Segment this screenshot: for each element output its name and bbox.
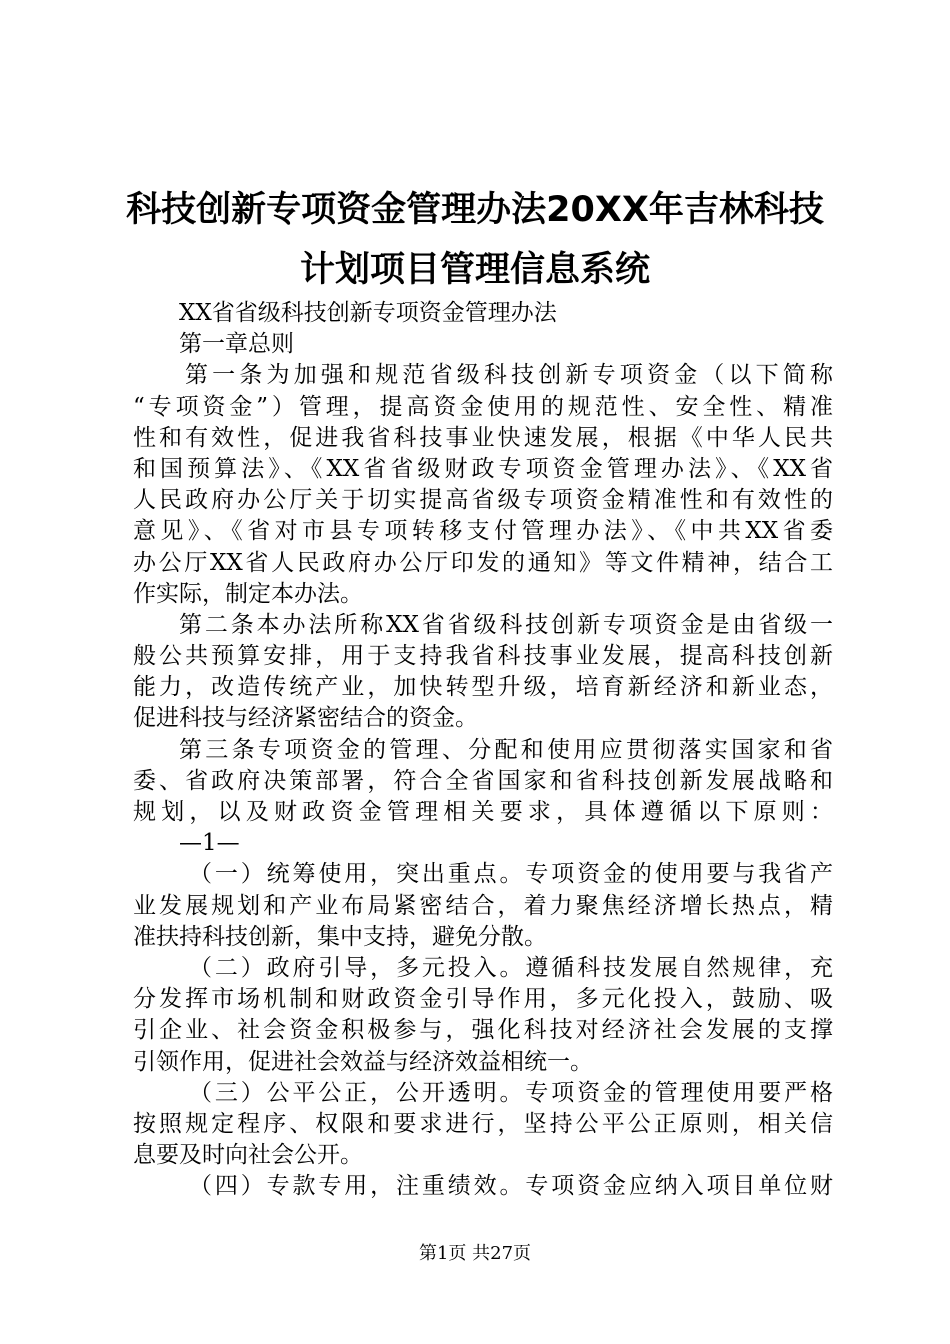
body-line: 人民政府办公厅关于切实提高省级专项资金精准性和有效性的 [133,487,833,514]
body-line: 引企业、社会资金积极参与，强化科技对经济社会发展的支撑 [133,1017,833,1044]
body-line: （一）统筹使用，突出重点。专项资金的使用要与我省产 [189,861,833,888]
document-title-line-2: 计划项目管理信息系统 [299,250,650,290]
body-line: 业发展规划和产业布局紧密结合，着力聚焦经济增长热点，精 [133,892,833,919]
page-footer: 第1页 共27页 [418,1243,532,1264]
body-line: 办公厅XX省人民政府办公厅印发的通知》等文件精神，结合工 [133,549,833,576]
body-line: “专项资金”）管理，提高资金使用的规范性、安全性、精准 [133,393,833,420]
document-title-line-1: 科技创新专项资金管理办法20XX年吉林科技 [126,190,824,230]
body-line: 第一条为加强和规范省级科技创新专项资金（以下简称 [185,362,833,389]
body-line: 促进科技与经济紧密结合的资金。 [133,705,478,732]
body-line: 性和有效性，促进我省科技事业快速发展，根据《中华人民共 [133,424,833,451]
body-line: 准扶持科技创新，集中支持，避免分散。 [133,923,547,950]
body-line: 般公共预算安排，用于支持我省科技事业发展，提高科技创新 [133,643,833,670]
body-line: 分发挥市场机制和财政资金引导作用，多元化投入，鼓励、吸 [133,986,833,1013]
body-line: 作实际，制定本办法。 [133,580,363,607]
body-line: （三）公平公正，公开透明。专项资金的管理使用要严格 [189,1079,833,1106]
body-line: 第二条本办法所称XX省省级科技创新专项资金是由省级一 [179,611,833,638]
chapter-heading: 第一章总则 [179,331,294,358]
body-line: 规划，以及财政资金管理相关要求，具体遵循以下原则： [133,799,833,825]
body-line: （二）政府引导，多元投入。遵循科技发展自然规律，充 [189,954,833,981]
body-line: 第三条专项资金的管理、分配和使用应贯彻落实国家和省 [179,736,833,763]
body-line: 意见》、《省对市县专项转移支付管理办法》、《中共XX省委 [133,518,833,545]
body-line: 息要及时向社会公开。 [133,1142,363,1169]
document-body [133,297,833,1201]
body-line: 和国预算法》、《XX省省级财政专项资金管理办法》、《XX省 [133,455,833,482]
subtitle: XX省省级科技创新专项资金管理办法 [179,300,557,326]
body-line: 引领作用，促进社会效益与经济效益相统一。 [133,1048,593,1075]
body-line: 能力，改造传统产业，加快转型升级，培育新经济和新业态， [133,674,833,701]
body-line: （四）专款专用，注重绩效。专项资金应纳入项目单位财 [189,1173,833,1200]
body-line: 委、省政府决策部署，符合全省国家和省科技创新发展战略和 [133,767,833,794]
inline-page-marker: —1— [179,830,240,857]
body-line: 按照规定程序、权限和要求进行，坚持公平公正原则，相关信 [133,1110,833,1137]
